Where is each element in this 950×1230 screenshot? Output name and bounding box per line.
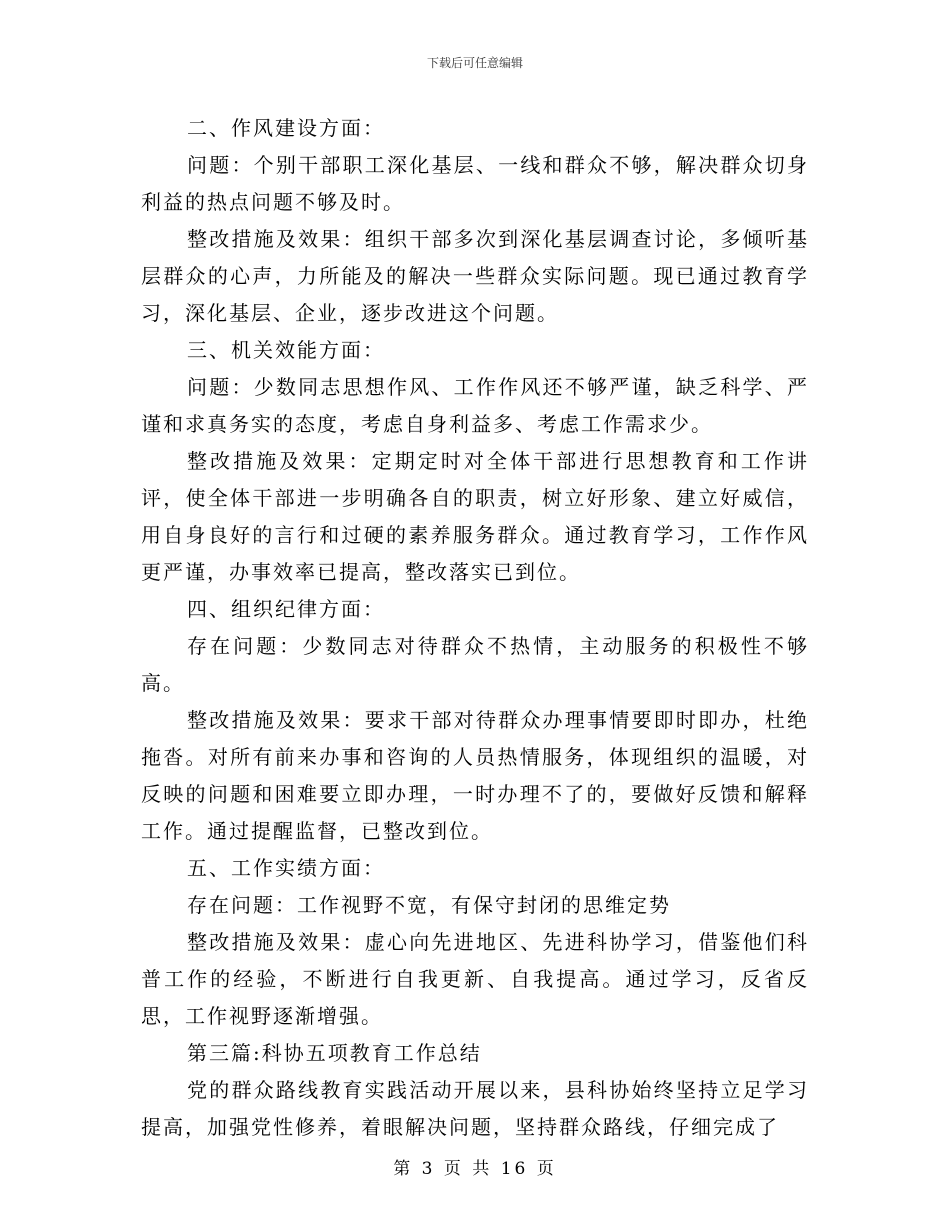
section-heading-style: 二、作风建设方面： [187,116,385,140]
section-heading-efficiency: 三、机关效能方面： [187,338,385,362]
paragraph-style-measures: 整改措施及效果：组织干部多次到深化基层调查讨论，多倾听基层群众的心声，力所能及的解决一些群众实际问题。现已通过教育学习，深化基层、企业，逐步改进这个问题。 [141,227,809,325]
paragraph-chapter-intro: 党的群众路线教育实践活动开展以来，县科协始终坚持立足学习提高，加强党性修养，着眼解决问题，坚持群众路线，仔细完成了 [141,1078,809,1139]
paragraph-discipline-problem: 存在问题：少数同志对待群众不热情，主动服务的积极性不够高。 [141,634,809,695]
paragraph-efficiency-measures: 整改措施及效果：定期定时对全体干部进行思想教育和工作讲评，使全体干部进一步明确各自的职责，树立好形象、建立好威信，用自身良好的言行和过硬的素养服务群众。通过教育学习，工作作风更严谨，办事效率已提高，整改落实已到位。 [141,449,809,584]
paragraph-style-problem: 问题：个别干部职工深化基层、一线和群众不够，解决群众切身利益的热点问题不够及时。 [141,153,809,214]
paragraph-performance-measures: 整改措施及效果：虚心向先进地区、先进科协学习，借鉴他们科普工作的经验，不断进行自我更新、自我提高。通过学习，反省反思，工作视野逐渐增强。 [141,930,809,1028]
paragraph-efficiency-problem: 问题：少数同志思想作风、工作作风还不够严谨，缺乏科学、严谨和求真务实的态度，考虑自身利益多、考虑工作需求少。 [141,375,809,436]
page-number: 第 3 页 共 16 页 [393,1159,557,1179]
document-body [141,110,809,1146]
chapter-title: 第三篇:科协五项教育工作总结 [187,1041,482,1065]
paragraph-discipline-measures: 整改措施及效果：要求干部对待群众办理事情要即时即办，杜绝拖沓。对所有前来办事和咨询的人员热情服务，体现组织的温暖，对反映的问题和困难要立即办理，一时办理不了的，要做好反馈和解释工作。通过提醒监督，已整改到位。 [141,708,809,843]
section-heading-discipline: 四、组织纪律方面： [187,597,385,621]
page-header: 下载后可任意编辑 [426,56,523,70]
section-heading-performance: 五、工作实绩方面： [187,856,385,880]
paragraph-performance-problem: 存在问题：工作视野不宽，有保守封闭的思维定势 [187,893,671,917]
